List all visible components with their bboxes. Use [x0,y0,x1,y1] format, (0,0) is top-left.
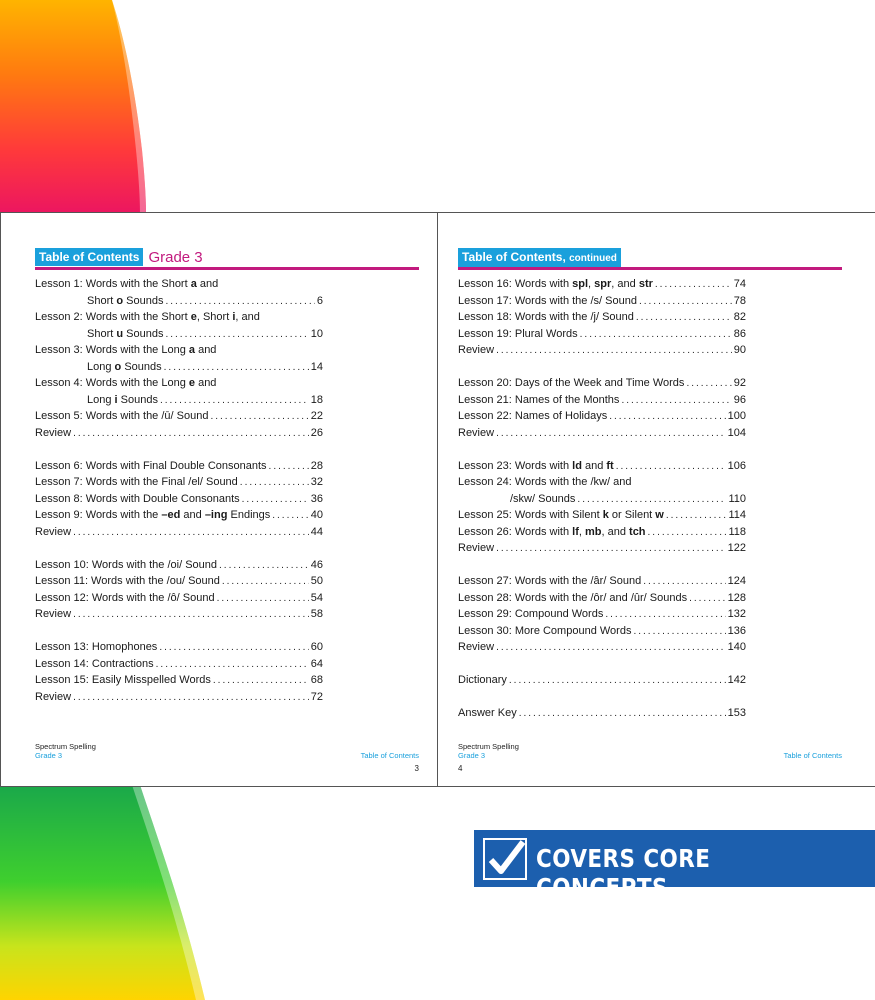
toc-entry-page: 50 [310,575,323,587]
toc-entry-label: Lesson 10: Words with the /oi/ Sound [35,558,218,571]
toc-entry-page: 118 [728,525,746,538]
toc-entry-page: 114 [728,509,746,521]
toc-entry [35,526,323,543]
toc-entry-label: Lesson 2: Words with the Short e, Short i, and [35,311,260,323]
toc-entry-page: 140 [727,641,746,653]
toc-title: Table of Contents [35,248,143,266]
toc-entry-label: Short u Sounds [87,327,164,340]
toc-entry-label: Lesson 17: Words with the /s/ Sound [458,294,637,307]
right-page [438,213,875,786]
toc-entry-label: Review [35,426,72,439]
toc-entry [35,278,323,295]
toc-entry-label: Answer Key [458,707,517,719]
toc-entry-page: 26 [310,426,323,439]
toc-leader-dots [219,560,309,571]
toc-entry [458,460,746,477]
toc-entry-page: 124 [727,575,746,587]
decorative-swirl-top [0,0,160,213]
toc-leader-dots [165,329,308,340]
toc-leader-dots [686,378,731,389]
toc-entry-page: 72 [310,690,323,703]
toc-entry [458,608,746,625]
checkmark-icon [483,838,527,880]
toc-entry-page: 6 [316,294,323,307]
toc-entry-page: 40 [310,509,323,521]
toc-leader-dots [240,477,309,488]
badge-label: COVERS CORE CONCEPTS [536,844,711,902]
toc-leader-dots [269,461,309,472]
toc-entry-page: 110 [728,492,746,505]
toc-entry [35,691,323,708]
toc-entry [458,641,746,658]
toc-entry-page: 153 [727,707,746,719]
toc-entry-label: Lesson 26: Words with lf, mb, and tch [458,525,646,538]
toc-entry-label: Lesson 27: Words with the /âr/ Sound [458,575,642,587]
toc-entry [35,641,323,658]
toc-entry [35,427,323,444]
toc-leader-dots [496,642,726,653]
toc-entry [35,509,323,526]
book-spread [0,212,875,787]
toc-entry-label: Lesson 13: Homophones [35,641,158,653]
toc-entry-label: Lesson 30: More Compound Words [458,624,632,637]
toc-entry-label: Lesson 4: Words with the Long e and [35,377,217,389]
toc-entry [458,344,746,361]
toc-entry [35,377,323,394]
toc-list [458,278,746,724]
toc-entry [458,410,746,427]
toc-gap [458,658,746,675]
toc-entry-label: Review [458,542,495,554]
toc-entry-label: Lesson 29: Compound Words [458,608,604,620]
toc-entry-label: Lesson 11: Words with the /ou/ Sound [35,575,220,587]
toc-leader-dots [73,527,309,538]
toc-entry-label: Lesson 14: Contractions [35,657,154,670]
covers-core-concepts-badge [474,830,875,902]
toc-entry [458,542,746,559]
toc-entry [458,707,746,724]
toc-entry-page: 142 [727,674,746,686]
toc-leader-dots [648,527,727,538]
toc-leader-dots [580,329,732,340]
toc-entry [35,328,323,345]
toc-entry [35,295,323,312]
toc-entry-page: 128 [727,591,746,604]
toc-leader-dots [496,543,726,554]
toc-entry [458,575,746,592]
toc-entry [458,427,746,444]
toc-entry [35,559,323,576]
toc-entry-label: Short o Sounds [87,294,164,307]
toc-leader-dots [621,395,731,406]
toc-leader-dots [509,675,726,686]
toc-leader-dots [496,428,726,439]
toc-gap [35,625,323,642]
toc-entry-label: Lesson 19: Plural Words [458,327,578,340]
footer-grade: Grade 3 [35,751,63,760]
toc-leader-dots [213,675,309,686]
toc-entry [35,344,323,361]
toc-entry [458,311,746,328]
toc-entry-label: Review [35,690,72,703]
toc-entry-label: Lesson 21: Names of the Months [458,393,620,406]
toc-leader-dots [210,411,308,422]
footer-section: Table of Contents [360,751,419,760]
toc-entry-label: Long o Sounds [87,360,162,373]
toc-entry-label: Lesson 1: Words with the Short a and [35,278,219,290]
toc-gap [35,542,323,559]
toc-entry-page: 106 [727,459,746,472]
toc-leader-dots [605,609,725,620]
toc-leader-dots [156,659,309,670]
toc-entry-page: 32 [310,476,323,488]
toc-entry-page: 136 [727,624,746,637]
page-number: 3 [414,764,419,773]
toc-entry [35,658,323,675]
toc-entry [458,625,746,642]
toc-entry-page: 64 [310,657,323,670]
toc-entry-label: Dictionary [458,674,507,686]
toc-entry-page: 46 [310,558,323,571]
toc-leader-dots [636,312,732,323]
toc-entry [35,608,323,625]
footer-series: Spectrum Spelling [35,742,96,751]
toc-entry-page: 10 [310,327,323,340]
toc-entry-page: 28 [310,459,323,472]
toc-leader-dots [217,593,309,604]
toc-entry [458,295,746,312]
toc-entry-label: Review [35,608,72,620]
toc-leader-dots [689,593,726,604]
toc-entry-page: 22 [310,410,323,422]
toc-leader-dots [272,510,309,521]
page-heading [458,248,621,266]
toc-entry-label: Lesson 18: Words with the /j/ Sound [458,311,634,323]
toc-entry-label: Lesson 6: Words with Final Double Consonants [35,459,267,472]
toc-entry-page: 74 [733,278,746,290]
toc-entry [458,674,746,691]
toc-entry [35,394,323,411]
toc-entry-page: 132 [727,608,746,620]
toc-entry [458,526,746,543]
toc-leader-dots [577,494,726,505]
toc-entry [458,394,746,411]
page-footer [35,742,419,773]
toc-gap [458,691,746,708]
toc-entry-label: Lesson 22: Names of Holidays [458,410,608,422]
footer-grade: Grade 3 [458,751,486,760]
toc-entry [458,278,746,295]
toc-leader-dots [160,395,309,406]
toc-leader-dots [496,345,732,356]
heading-rule [35,267,419,270]
toc-entry-page: 86 [733,327,746,340]
toc-entry-label: Lesson 28: Words with the /ôr/ and /ûr/ Sounds [458,591,688,604]
toc-entry [458,328,746,345]
toc-entry-page: 82 [733,311,746,323]
toc-entry-page: 36 [310,492,323,505]
footer-series: Spectrum Spelling [458,742,519,751]
toc-leader-dots [616,461,726,472]
toc-entry-page: 122 [727,542,746,554]
toc-leader-dots [73,692,309,703]
toc-entry-page: 96 [733,393,746,406]
toc-leader-dots [519,708,726,719]
toc-entry-label: Lesson 20: Days of the Week and Time Words [458,377,685,389]
toc-entry-label: Review [458,641,495,653]
toc-leader-dots [609,411,725,422]
toc-leader-dots [639,296,732,307]
decorative-swirl-bottom [0,785,215,1000]
toc-entry-page: 90 [733,344,746,356]
footer-section: Table of Contents [783,751,842,760]
toc-entry-label: /skw/ Sounds [510,492,576,505]
toc-leader-dots [643,576,725,587]
toc-entry [35,493,323,510]
heading-suffix: continued [569,253,617,264]
page-number: 4 [458,764,463,773]
toc-entry-label: Lesson 5: Words with the /ū/ Sound [35,410,209,422]
toc-entry-label: Lesson 24: Words with the /kw/ and [458,476,632,488]
toc-entry-page: 60 [310,641,323,653]
toc-entry-page: 92 [733,377,746,389]
toc-leader-dots [159,642,308,653]
toc-gap [458,443,746,460]
toc-entry-label: Long i Sounds [87,393,158,406]
toc-entry [458,592,746,609]
toc-leader-dots [222,576,309,587]
toc-entry-page: 14 [310,360,323,373]
toc-entry-label: Lesson 15: Easily Misspelled Words [35,674,211,686]
heading-rule [458,267,842,270]
toc-entry-page: 78 [733,294,746,307]
toc-leader-dots [633,626,725,637]
toc-entry [35,410,323,427]
toc-entry-label: Lesson 7: Words with the Final /el/ Sound [35,476,238,488]
toc-entry-label: Lesson 25: Words with Silent k or Silent w [458,509,664,521]
grade-label: Grade 3 [148,248,203,266]
toc-entry [458,377,746,394]
toc-entry-label: Review [458,426,495,439]
page-footer [458,742,842,773]
left-page [0,213,438,786]
toc-gap [458,361,746,378]
toc-list [35,278,323,707]
toc-entry [35,460,323,477]
toc-entry-label: Lesson 16: Words with spl, spr, and str [458,278,653,290]
toc-entry [458,476,746,493]
toc-entry-page: 68 [310,674,323,686]
toc-leader-dots [73,428,309,439]
toc-entry [458,493,746,510]
toc-entry-page: 104 [727,426,746,439]
toc-entry-page: 54 [310,591,323,604]
toc-entry [458,509,746,526]
toc-entry-label: Review [35,525,72,538]
toc-entry [35,476,323,493]
toc-entry-page: 18 [310,393,323,406]
toc-gap [458,559,746,576]
toc-entry-page: 58 [310,608,323,620]
toc-leader-dots [164,362,309,373]
toc-leader-dots [165,296,314,307]
toc-entry-label: Review [458,344,495,356]
toc-entry-page: 44 [310,525,323,538]
toc-entry-label: Lesson 3: Words with the Long a and [35,344,217,356]
toc-leader-dots [655,279,732,290]
toc-entry [35,311,323,328]
toc-leader-dots [73,609,309,620]
toc-leader-dots [666,510,727,521]
page-heading [35,248,203,266]
toc-entry-label: Lesson 23: Words with ld and ft [458,459,614,472]
toc-gap [35,443,323,460]
toc-entry-page: 100 [727,410,746,422]
toc-entry [35,674,323,691]
toc-entry [35,592,323,609]
toc-entry-label: Lesson 12: Words with the /ô/ Sound [35,591,215,604]
toc-leader-dots [242,494,309,505]
toc-entry [35,575,323,592]
toc-title: Table of Contents, continued [458,248,621,268]
toc-entry-label: Lesson 9: Words with the –ed and –ing Endings [35,509,271,521]
toc-entry-label: Lesson 8: Words with Double Consonants [35,492,240,505]
toc-entry [35,361,323,378]
